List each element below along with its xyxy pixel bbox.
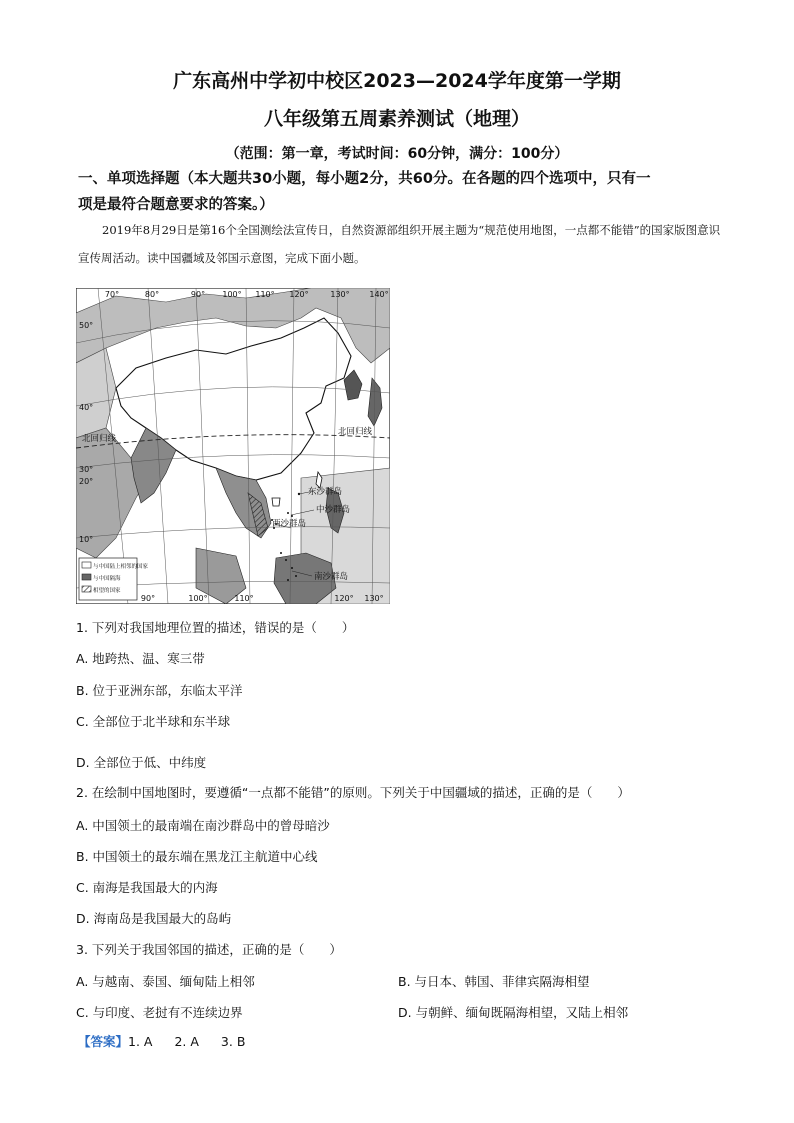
xisha-label: 西沙群岛: [272, 519, 307, 529]
exam-title-line1: 广东高州中学初中校区2023—2024学年度第一学期: [173, 70, 621, 92]
lon-label: 100°: [188, 594, 208, 603]
section-heading-line1: 一、单项选择题（本大题共30小题，每小题2分，共60分。在各题的四个选项中，只有一: [78, 171, 651, 187]
question-3-option-b: B. 与日本、韩国、菲律宾隔海相望: [398, 974, 590, 989]
lat-label: 50°: [79, 321, 94, 330]
lat-label: 40°: [79, 403, 94, 412]
answer-line: [78, 1032, 267, 1050]
lat-label: 10°: [79, 535, 94, 544]
lon-label: 140°: [369, 290, 389, 299]
question-1-option-b: B. 位于亚洲东部，东临太平洋: [76, 683, 243, 698]
legend-item: 与中国陆上相邻的国家: [93, 564, 149, 570]
tropic-label-left: 北回归线: [82, 434, 117, 444]
lon-label: 110°: [234, 594, 254, 603]
exam-scope: （范围：第一章，考试时间：60分钟，满分：100分）: [225, 146, 569, 162]
question-2-option-b: B. 中国领土的最东端在黑龙江主航道中心线: [76, 849, 318, 864]
question-1-option-d: D. 全部位于低、中纬度: [76, 755, 207, 770]
lon-label: 80°: [144, 290, 160, 299]
question-2-option-d: D. 海南岛是我国最大的岛屿: [76, 911, 232, 926]
answer-value: 2. A: [174, 1034, 199, 1049]
question-3-option-d: D. 与朝鲜、缅甸既隔海相望，又陆上相邻: [398, 1005, 629, 1020]
section-heading-line2: 项是最符合题意要求的答案。）: [78, 197, 274, 213]
answer-label: 【答案】: [78, 1034, 129, 1049]
tropic-label-right: 北回归线: [338, 427, 373, 437]
zhongsha-label: 中沙群岛: [316, 505, 351, 515]
lon-label: 110°: [255, 290, 275, 299]
lon-label: 130°: [330, 290, 350, 299]
question-3-option-a: A. 与越南、泰国、缅甸陆上相邻: [76, 974, 255, 989]
lon-label: 90°: [140, 594, 156, 603]
lat-label: 20°: [79, 477, 94, 486]
question-1-option-c: C. 全部位于北半球和东半球: [76, 714, 231, 729]
lon-label: 100°: [222, 290, 242, 299]
question-3-option-c: C. 与印度、老挝有不连续边界: [76, 1005, 243, 1020]
question-2-option-c: C. 南海是我国最大的内海: [76, 880, 218, 895]
dongsha-label: 东沙群岛: [308, 487, 343, 497]
legend-item: 与中国隔海: [93, 576, 121, 582]
china-neighbors-map: [76, 288, 390, 604]
question-1-stem: 1. 下列对我国地理位置的描述，错误的是（ ）: [76, 620, 355, 635]
answer-value: 1. A: [128, 1034, 153, 1049]
question-3-stem: 3. 下列关于我国邻国的描述，正确的是（ ）: [76, 942, 342, 957]
intro-paragraph: 2019年8月29日是第16个全国测绘法宣传日，自然资源部组织开展主题为“规范使用地图，一点都不能错”的国家版图意识宣传周活动。读中国疆域及邻国示意图，完成下面小题。: [78, 223, 721, 265]
nansha-label: 南沙群岛: [314, 572, 349, 582]
lat-label: 30°: [79, 465, 94, 474]
question-2-option-a: A. 中国领土的最南端在南沙群岛中的曾母暗沙: [76, 818, 330, 833]
lon-label: 130°: [364, 594, 384, 603]
exam-title-line2: 八年级第五周素养测试（地理）: [263, 108, 530, 130]
question-2-stem: 2. 在绘制中国地图时，要遵循“一点都不能错”的原则。下列关于中国疆域的描述，正确的是（ ）: [76, 785, 630, 800]
legend-item: 相望的国家: [93, 588, 121, 594]
lon-label: 90°: [190, 290, 206, 299]
question-1-option-a: A. 地跨热、温、寒三带: [76, 651, 205, 666]
lon-label: 70°: [104, 290, 120, 299]
lon-label: 120°: [289, 290, 309, 299]
answer-value: 3. B: [220, 1034, 246, 1049]
lon-label: 120°: [334, 594, 354, 603]
